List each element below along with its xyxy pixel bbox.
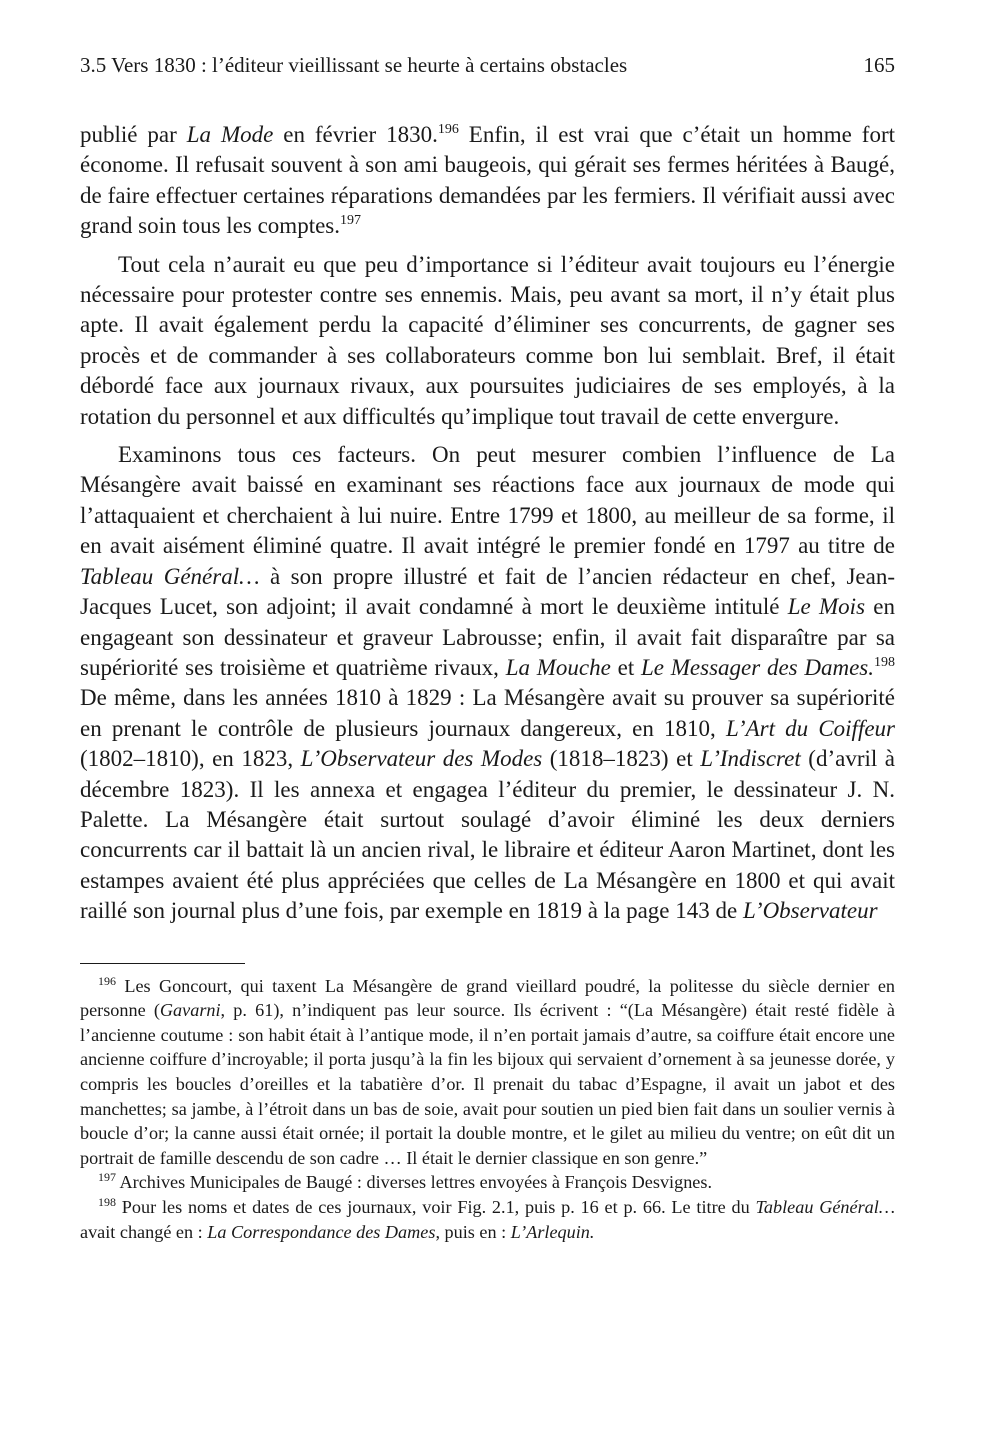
journal-title: L’Observateur des Modes <box>300 746 543 772</box>
journal-title: L’Art du Coiffeur <box>725 715 895 741</box>
journal-title: L’Arlequin. <box>510 1221 595 1242</box>
journal-title: La Correspondance des Dames <box>207 1221 436 1242</box>
footnotes <box>80 974 895 1245</box>
text-run: De même, dans les années 1810 à 1829 : La Mésangère avait su prouver sa supériorité en prenant le contrôle de plusieurs journaux dangereux, en 1810, <box>80 685 895 741</box>
text-run: (d’avril à décembre 1823). Il les annexa et engagea l’éditeur du premier, le dessinateur J. N. Palette. La Mésangère était surtout soulagé d’avoir éliminé les deux derniers concurrents car il battait là un ancien rival, le libraire et éditeur Aaron Martinet, dont les estampes avaient été plus appréciées que celles de La Mésangère en 1800 et qui avait raillé son journal plus d’une fois, par exemple en 1819 à la page 143 de <box>80 746 895 924</box>
text-run: Examinons tous ces facteurs. On peut mesurer combien l’influence de La Mésangère avait baissé en examinant ses réactions face aux journaux de mode qui l’attaquaient et cherchaient à lui nuire. Entre 1799 et 1800, au meilleur de sa forme, il en avait aisément éliminé quatre. Il avait intégré le premier fondé en 1797 au titre de <box>80 442 895 559</box>
text-run: publié par <box>80 122 187 147</box>
paragraph-1 <box>80 120 895 242</box>
text-run: en février 1830. <box>273 122 438 147</box>
page-number: 165 <box>863 53 895 77</box>
journal-title: L’Observateur <box>742 898 878 924</box>
footnote-divider <box>80 963 245 964</box>
text-run: avait changé en : <box>80 1221 208 1242</box>
running-head <box>80 50 895 80</box>
footnote-number: 198 <box>98 1194 116 1209</box>
footnote-number: 196 <box>98 973 116 988</box>
footnote-number: 197 <box>98 1170 116 1185</box>
journal-title: Le Mois <box>787 594 866 620</box>
text-run: (1802–1810), en 1823, <box>80 746 301 772</box>
footnote-196 <box>80 974 895 1171</box>
text-run: et <box>610 654 641 680</box>
book-title: Gavarni <box>159 1000 221 1021</box>
journal-title: La Mouche <box>505 654 611 680</box>
footnote-197 <box>80 1170 895 1195</box>
journal-title: La Mode <box>186 122 274 147</box>
journal-title: Tableau Général… <box>755 1196 895 1217</box>
paragraph-2: Tout cela n’aurait eu que peu d’importance si l’éditeur avait toujours eu l’énergie nécessaire pour protester contre ses ennemis. Mais, peu avant sa mort, il n’y était plus apte. Il avait également perdu la capacité d’éliminer ses concurrents, de gagner ses procès et de commander à ses collaborateurs comme bon lui semblait. Bref, il était débordé face aux journaux rivaux, aux poursuites judiciaires de ses employés, à la rotation du personnel et aux difficultés qu’implique tout travail de cette envergure. <box>80 251 895 429</box>
text-run: Les Goncourt, qui taxent La Mésangère de grand vieillard poudré, la politesse du siècle dernier en personne ( <box>80 975 895 1021</box>
footnote-198 <box>80 1195 895 1244</box>
text-run: à son propre illustré et fait de l’ancien rédacteur en chef, Jean-Jacques Lucet, son adjoint; il avait condamné à mort le deuxième intitulé <box>80 563 895 620</box>
journal-title: Tableau Général… <box>80 563 260 589</box>
paragraph-3 <box>80 440 895 927</box>
journal-title: L’Indiscret <box>700 746 801 772</box>
text-run: , p. 61), n’indiquent pas leur source. Ils écrivent : “(La Mésangère) était resté fidèle à l’ancienne coutume : son habit était à l’antique mode, il n’en portait jamais d’autre, sa coiffure était encore une ancienne coiffure d’incroyable; il porta jusqu’à la fin les bijoux qui servaient d’ornement à sa jeunesse dorée, y compris les boucles d’oreilles et la tabatière d’or. Il prenait du tabac d’Espagne, il avait un jabot et des manchettes; sa jambe, à l’étroit dans un bas de soie, avait pour soutien un pied bien fait dans un soulier vernis à boucle d’or; la canne aussi était ornée; il portait la double montre, et le gilet au milieu du ventre; on eût dit un portrait de famille descendu de son cadre … Il était le dernier classique en son genre.” <box>80 1000 895 1168</box>
text-run: en engageant son dessinateur et graveur Labrousse; enfin, il avait fait disparaître par sa supériorité ses troisième et quatrième rivaux, <box>80 594 895 680</box>
footnote-ref-198[interactable]: 198 <box>874 654 895 670</box>
page <box>80 50 895 1244</box>
journal-title: Le Messager des Dames. <box>640 654 874 680</box>
text-run: (1818–1823) et <box>542 746 701 772</box>
text-run: Pour les noms et dates de ces journaux, voir Fig. 2.1, puis p. 16 et p. 66. Le titre du <box>116 1196 756 1217</box>
text-run: Archives Municipales de Baugé : diverses lettres envoyées à François Desvignes. <box>116 1172 712 1193</box>
body-text <box>80 120 895 927</box>
text-run: Enfin, il est vrai que c’était un homme fort économe. Il refusait souvent à son ami baugeois, qui gérait ses fermes héritées à Baugé, de faire effectuer certaines réparations demandées par les fermiers. Il vérifiait aussi avec grand soin tous les comptes. <box>80 122 895 239</box>
footnote-ref-197[interactable]: 197 <box>340 213 361 229</box>
text-run: , puis en : <box>435 1221 511 1242</box>
section-title: 3.5 Vers 1830 : l’éditeur vieillissant se heurte à certains obstacles <box>80 53 628 77</box>
footnote-ref-196[interactable]: 196 <box>437 122 459 137</box>
